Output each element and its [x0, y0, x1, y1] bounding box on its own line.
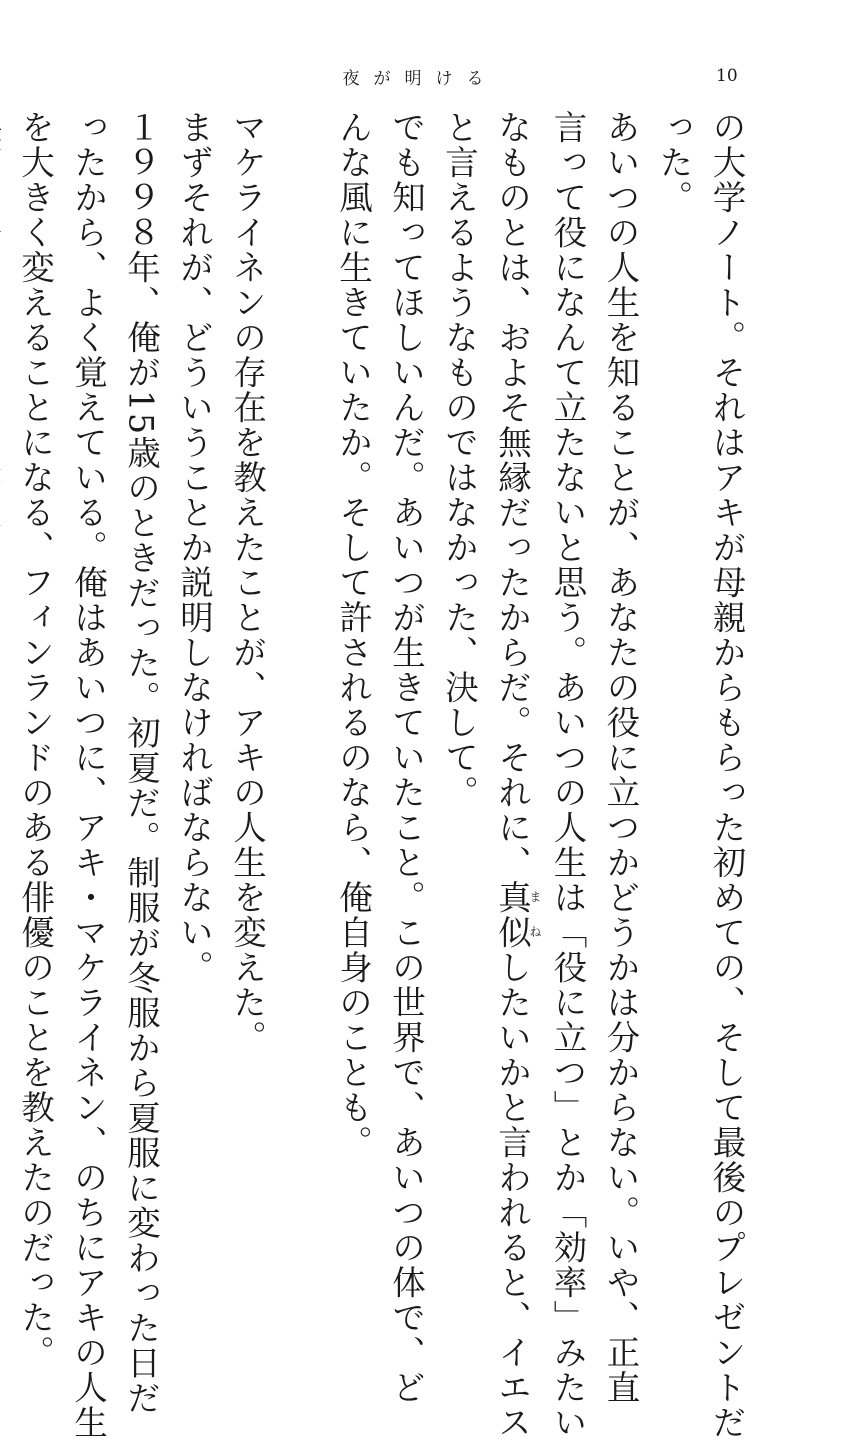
- text-line: った。: [654, 110, 693, 215]
- text-segment: なものとは、およそ無縁だったからだ。それに、: [492, 110, 532, 880]
- text-line-with-ruby: [486, 110, 542, 1440]
- page-number: 10: [716, 66, 738, 86]
- body-text: [0, 110, 753, 1440]
- text-line: んな風に生きていたか。そして許されるのなら、俺自身のことも。: [333, 110, 373, 1160]
- text-line: [0, 110, 9, 1110]
- text-line: 言って役になんて立たないと思う。あいつの人生は「役に立つ」とか「効率」みたい: [548, 110, 587, 1440]
- text-line: ったから、よく覚えている。俺はあいつに、アキ・マケライネン、のちにアキの人生: [68, 110, 108, 1440]
- text-line: でも知ってほしいんだ。あいつが生きていたこと。この世界で、あいつの体で、ど: [386, 110, 426, 1405]
- text-line: １９９８年、俺が15歳のときだった。初夏だ。制服が冬服から夏服に変わった日だ: [121, 110, 161, 1416]
- text-line: あいつの人生を知ることが、あなたの役に立つかどうかは分からない。いや、正直: [601, 110, 640, 1405]
- ruby-base: 真似: [492, 880, 532, 950]
- running-title: 夜が明ける: [342, 69, 498, 89]
- ruby-annotation: [492, 880, 542, 950]
- text-line: を大きく変えることになる、フィンランドのある俳優のことを教えたのだった。: [15, 110, 55, 1370]
- paragraph-gap: [274, 110, 327, 1110]
- text-line: と言えるようなものではなかった、決して。: [439, 110, 479, 810]
- text-line: マケライネンの存在を教えたことが、アキの人生を変えた。: [227, 110, 267, 1055]
- ruby-reading: まね: [528, 880, 542, 950]
- text-line: の大学ノート。それはアキが母親からもらった初めての、そして最後のプレゼントだ: [707, 110, 746, 1440]
- text-line: まずそれが、どういうことか説明しなければならない。: [174, 110, 214, 985]
- text-segment: したいかと言われると、イエス: [492, 950, 532, 1440]
